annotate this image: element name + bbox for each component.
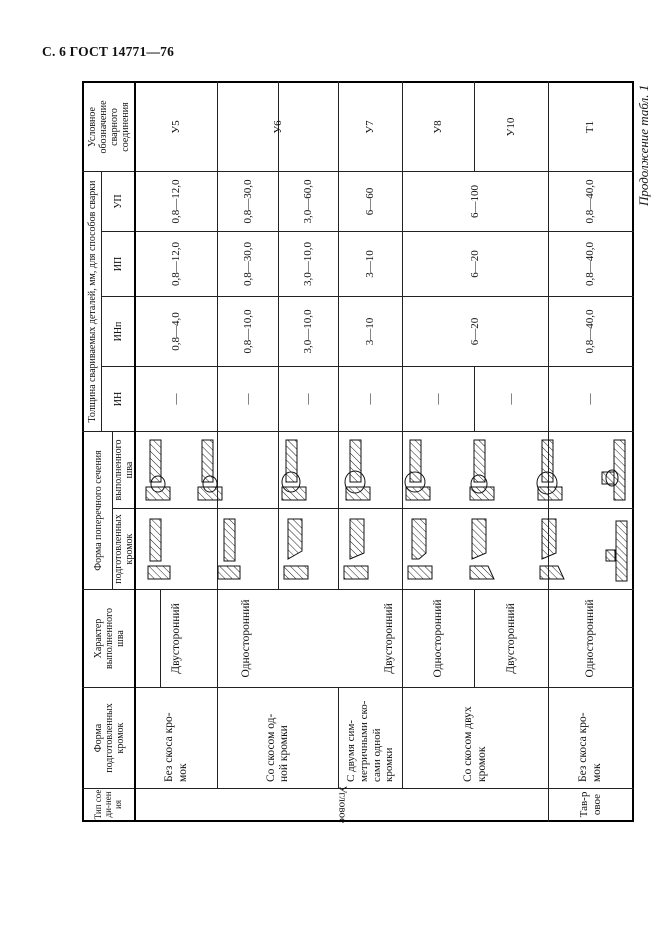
edge-form-3: С двумя сим-метричными ско-сами одной кромки — [345, 700, 396, 782]
edge-form-4: Со скосом двух кромок — [462, 706, 488, 782]
row7-up: 0,8—40,0 — [584, 179, 597, 224]
joint-type-angle: Угловое — [336, 785, 349, 824]
row5-designation: У8 — [432, 120, 445, 134]
character-2: Односторонний — [239, 599, 252, 678]
drawings-prepared — [136, 509, 632, 589]
character-5: Двусторонний — [504, 603, 517, 674]
row7-designation: Т1 — [584, 120, 597, 134]
header-type: Тип соеди-нения — [93, 789, 123, 820]
header-designation: Условное обозначение сварного соединения — [87, 100, 131, 154]
row7-inp: 0,8—40,0 — [584, 309, 597, 354]
rotated-table — [82, 62, 657, 822]
character-4: Односторонний — [431, 599, 444, 678]
row1-designation: У5 — [170, 120, 183, 134]
row3-designation: У6 — [271, 120, 284, 134]
character-6: Односторонний — [583, 599, 596, 678]
row3-in: — — [302, 393, 315, 405]
row5-up: 6—100 — [469, 185, 482, 218]
row6-in: — — [505, 393, 518, 405]
row7-in: — — [584, 393, 597, 405]
executed-weld-drawing — [146, 440, 625, 500]
row5-ip: 6—20 — [469, 250, 482, 278]
row1-ip: 0,8—12,0 — [170, 242, 183, 286]
row7-ip: 0,8—40,0 — [584, 242, 597, 286]
character-3: Двусторонний — [382, 603, 395, 674]
header-cross-section: Форма поперечного сечения — [92, 450, 104, 571]
row6-designation: У10 — [505, 117, 518, 137]
joint-type-tee: Тав-ровое — [577, 791, 603, 818]
row4-ip: 3—10 — [364, 250, 377, 278]
row3-up: 3,0—60,0 — [302, 179, 315, 224]
row4-up: 6—60 — [364, 187, 377, 216]
row4-in: — — [364, 393, 377, 405]
row2-inp: 0,8—10,0 — [241, 309, 254, 354]
row1-up: 0,8—12,0 — [170, 179, 183, 224]
header-character: Характер выполненного шва — [92, 608, 126, 669]
page-header: С. 6 ГОСТ 14771—76 — [42, 44, 175, 59]
continuation-label: Продолжение табл. 1 — [636, 84, 651, 206]
frame-bottom — [632, 81, 634, 822]
header-method-ip: ИП — [112, 256, 124, 272]
header-method-up: УП — [112, 194, 124, 209]
edge-form-5: Без скоса кро-мок — [577, 712, 603, 782]
frame-left — [82, 820, 634, 822]
header-method-inp: ИНп — [112, 321, 124, 342]
header-executed: выполненного шва — [112, 439, 135, 501]
header-form: Форма подготовленных кромок — [92, 703, 126, 773]
header-prepared: подготовленных кромок — [112, 514, 135, 584]
row4-designation: У7 — [364, 120, 377, 134]
row1-inp: 0,8—4,0 — [170, 312, 183, 351]
row5-in: — — [432, 393, 445, 405]
row3-inp: 3,0—10,0 — [302, 309, 315, 354]
character-1: Двусторонний — [169, 603, 182, 674]
edge-form-2: Со скосом од-ной кромки — [264, 713, 290, 782]
row1-in: — — [170, 393, 183, 405]
prepared-edge-drawing — [148, 519, 627, 581]
header-method-in: ИН — [112, 391, 124, 407]
edge-form-1: Без скоса кро-мок — [163, 712, 189, 782]
row2-in: — — [241, 393, 254, 405]
row5-inp: 6—20 — [469, 317, 482, 346]
row2-ip: 0,8—30,0 — [241, 242, 254, 286]
row2-up: 0,8—30,0 — [241, 179, 254, 224]
row3-ip: 3,0—10,0 — [302, 242, 315, 286]
header-thickness: Толщина свариваемых деталей, мм, для способов сварки — [87, 180, 98, 423]
row4-inp: 3—10 — [364, 317, 377, 346]
drawings-executed — [136, 432, 632, 508]
